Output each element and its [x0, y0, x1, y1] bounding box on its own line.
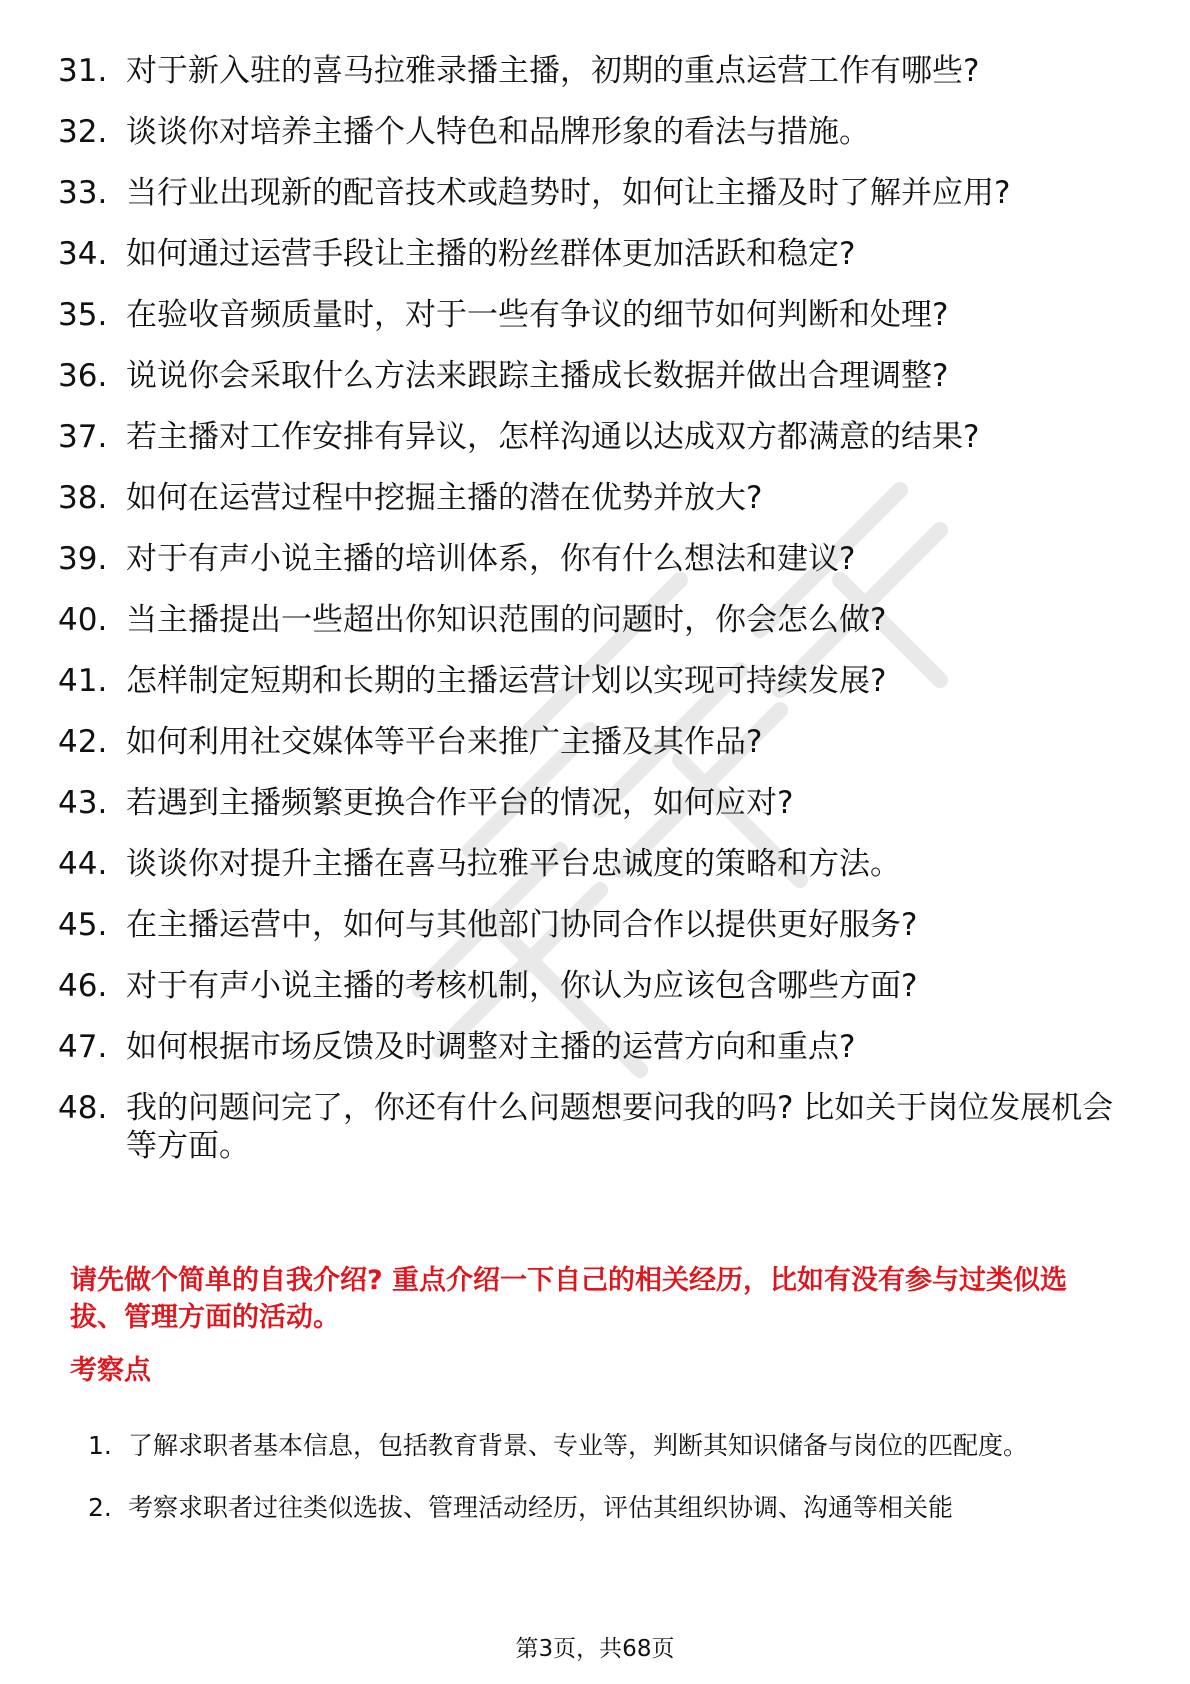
assessment-points [88, 1420, 1128, 1544]
question-text: 如何在运营过程中挖掘主播的潜在优势并放大? [126, 480, 763, 516]
question-number: 37. [58, 419, 108, 455]
question-number: 45. [58, 907, 108, 943]
question-text: 如何根据市场反馈及时调整对主播的运营方向和重点? [126, 1029, 856, 1065]
question-item [58, 113, 1128, 151]
question-number: 48. [58, 1090, 108, 1126]
question-number: 35. [58, 297, 108, 333]
question-text: 谈谈你对提升主播在喜马拉雅平台忠诚度的策略和方法。 [126, 846, 901, 882]
question-number: 31. [58, 53, 108, 89]
question-text: 说说你会采取什么方法来跟踪主播成长数据并做出合理调整? [126, 358, 949, 394]
question-text: 当行业出现新的配音技术或趋势时，如何让主播及时了解并应用? [126, 175, 1011, 211]
question-number: 46. [58, 968, 108, 1004]
question-number: 40. [58, 602, 108, 638]
question-item [58, 357, 1128, 395]
question-item [58, 174, 1128, 212]
question-item [58, 1089, 1128, 1165]
question-item [58, 540, 1128, 578]
question-number: 33. [58, 175, 108, 211]
question-item [58, 967, 1128, 1005]
question-number: 42. [58, 724, 108, 760]
assessment-point [88, 1420, 1128, 1472]
question-item [58, 662, 1128, 700]
question-item [58, 784, 1128, 822]
question-text: 怎样制定短期和长期的主播运营计划以实现可持续发展? [126, 663, 887, 699]
question-text: 我的问题问完了，你还有什么问题想要问我的吗? 比如关于岗位发展机会等方面。 [126, 1090, 1114, 1164]
assessment-point [88, 1482, 1128, 1534]
question-number: 41. [58, 663, 108, 699]
question-text: 如何利用社交媒体等平台来推广主播及其作品? [126, 724, 763, 760]
question-text: 对于有声小说主播的培训体系，你有什么想法和建议? [126, 541, 856, 577]
question-number: 39. [58, 541, 108, 577]
point-number: 2. [88, 1493, 112, 1522]
question-item [58, 479, 1128, 517]
section-title: 考察点 [70, 1355, 151, 1386]
point-text: 考察求职者过往类似选拔、管理活动经历，评估其组织协调、沟通等相关能 [128, 1493, 954, 1522]
question-text: 如何通过运营手段让主播的粉丝群体更加活跃和稳定? [126, 236, 856, 272]
question-item [58, 296, 1128, 334]
question-list [58, 52, 1128, 1188]
question-item [58, 418, 1128, 456]
question-text: 在验收音频质量时，对于一些有争议的细节如何判断和处理? [126, 297, 949, 333]
question-text: 若遇到主播频繁更换合作平台的情况，如何应对? [126, 785, 794, 821]
question-item [58, 723, 1128, 761]
question-item [58, 235, 1128, 273]
question-item [58, 906, 1128, 944]
question-number: 32. [58, 114, 108, 150]
point-number: 1. [88, 1431, 112, 1460]
question-item [58, 845, 1128, 883]
question-number: 47. [58, 1029, 108, 1065]
question-number: 34. [58, 236, 108, 272]
intro-question: 请先做个简单的自我介绍? 重点介绍一下自己的相关经历，比如有没有参与过类似选拔、管理方面的活动。 [70, 1265, 1068, 1333]
question-text: 当主播提出一些超出你知识范围的问题时，你会怎么做? [126, 602, 887, 638]
question-text: 谈谈你对培养主播个人特色和品牌形象的看法与措施。 [126, 114, 870, 150]
question-item [58, 1028, 1128, 1066]
point-text: 了解求职者基本信息，包括教育背景、专业等，判断其知识储备与岗位的匹配度。 [128, 1431, 1029, 1460]
question-text: 对于有声小说主播的考核机制，你认为应该包含哪些方面? [126, 968, 918, 1004]
question-number: 44. [58, 846, 108, 882]
question-text: 对于新入驻的喜马拉雅录播主播，初期的重点运营工作有哪些? [126, 53, 980, 89]
page-footer: 第3页，共68页 [515, 1636, 675, 1662]
question-text: 在主播运营中，如何与其他部门协同合作以提供更好服务? [126, 907, 918, 943]
question-item [58, 601, 1128, 639]
question-number: 43. [58, 785, 108, 821]
question-number: 36. [58, 358, 108, 394]
question-item [58, 52, 1128, 90]
question-text: 若主播对工作安排有异议，怎样沟通以达成双方都满意的结果? [126, 419, 980, 455]
question-number: 38. [58, 480, 108, 516]
